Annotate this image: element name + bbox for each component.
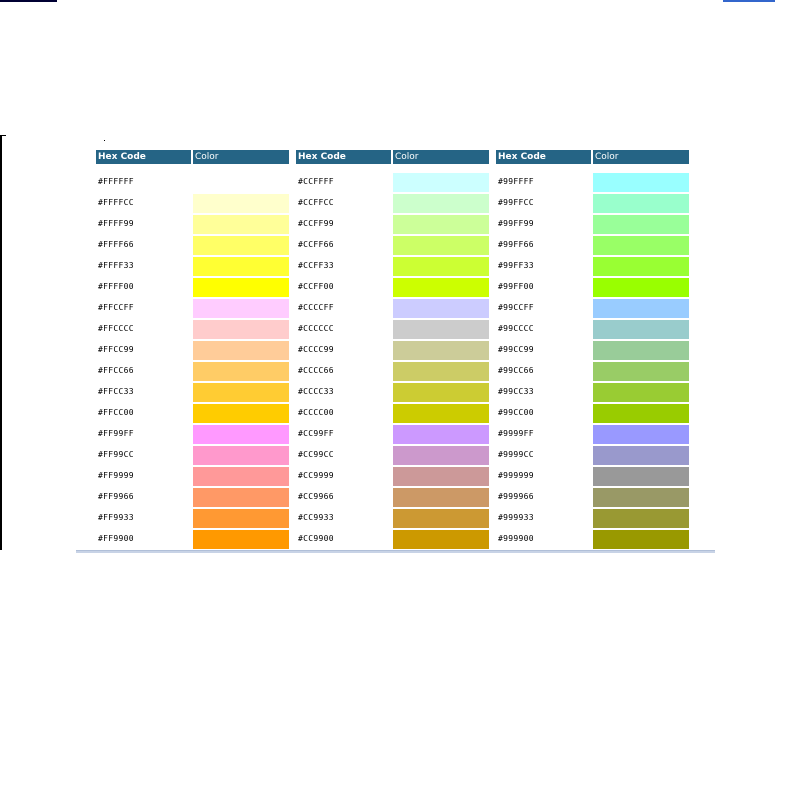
color-swatch <box>393 194 489 213</box>
hex-code-value: #CC99FF <box>298 429 334 438</box>
hex-code-value: #CCCCFF <box>298 303 334 312</box>
color-swatch <box>193 446 289 465</box>
color-swatch <box>593 530 689 549</box>
color-header: Color <box>193 150 289 164</box>
table-row <box>96 298 291 319</box>
hex-code-value: #99CCFF <box>498 303 534 312</box>
table-row <box>496 487 691 508</box>
hex-code-value: #99FFCC <box>498 198 534 207</box>
hex-code-value: #FF9933 <box>98 513 134 522</box>
hex-code-value: #99FF00 <box>498 282 534 291</box>
hex-code-value: #FFFFFF <box>98 177 134 186</box>
hex-code-value: #FF9900 <box>98 534 134 543</box>
hex-code-value: #FFFF33 <box>98 261 134 270</box>
hex-code-value: #99FFFF <box>498 177 534 186</box>
color-swatch <box>593 362 689 381</box>
color-swatch <box>193 509 289 528</box>
table-row <box>296 382 491 403</box>
color-swatch <box>393 467 489 486</box>
table-row <box>96 340 291 361</box>
hex-code-value: #CCFF99 <box>298 219 334 228</box>
color-swatch <box>593 383 689 402</box>
table-bottom-rule <box>76 550 715 553</box>
hex-code-value: #CC9966 <box>298 492 334 501</box>
color-swatch <box>193 320 289 339</box>
table-row <box>496 445 691 466</box>
color-swatch <box>193 236 289 255</box>
hex-code-value: #99CC99 <box>498 345 534 354</box>
hex-code-value: #CC9900 <box>298 534 334 543</box>
hex-code-value: #CC9933 <box>298 513 334 522</box>
hex-code-value: #99FF33 <box>498 261 534 270</box>
color-swatch <box>593 173 689 192</box>
color-swatch <box>393 425 489 444</box>
table-row <box>96 319 291 340</box>
table-row <box>296 466 491 487</box>
hex-code-value: #99CC00 <box>498 408 534 417</box>
table-row <box>96 193 291 214</box>
table-row <box>296 340 491 361</box>
table-row <box>96 424 291 445</box>
table-row <box>96 403 291 424</box>
table-row <box>496 361 691 382</box>
table-row <box>296 487 491 508</box>
hex-code-value: #99FF66 <box>498 240 534 249</box>
table-row <box>96 508 291 529</box>
hex-code-value: #FFCC00 <box>98 408 134 417</box>
table-row <box>496 214 691 235</box>
color-swatch <box>593 467 689 486</box>
table-row <box>296 403 491 424</box>
table-row <box>96 235 291 256</box>
color-swatch <box>393 530 489 549</box>
table-row <box>96 529 291 550</box>
hex-code-value: #FFFFCC <box>98 198 134 207</box>
table-row <box>296 319 491 340</box>
color-swatch <box>393 299 489 318</box>
color-swatch <box>393 341 489 360</box>
table-row <box>496 298 691 319</box>
color-swatch <box>193 215 289 234</box>
hex-code-value: #99CC33 <box>498 387 534 396</box>
hex-code-value: #CCFF66 <box>298 240 334 249</box>
hex-code-value: #999999 <box>498 471 534 480</box>
hex-code-value: #CCCC66 <box>298 366 334 375</box>
table-row <box>296 193 491 214</box>
color-swatch <box>393 173 489 192</box>
table-row <box>496 508 691 529</box>
color-swatch <box>193 425 289 444</box>
table-row <box>496 172 691 193</box>
table-row <box>496 466 691 487</box>
color-swatch <box>393 215 489 234</box>
color-swatch <box>593 278 689 297</box>
hex-code-value: #CCCC33 <box>298 387 334 396</box>
table-row <box>296 424 491 445</box>
table-row <box>96 466 291 487</box>
table-row <box>96 487 291 508</box>
table-row <box>496 340 691 361</box>
hex-code-value: #CC9999 <box>298 471 334 480</box>
hex-code-value: #9999CC <box>498 450 534 459</box>
color-swatch <box>593 446 689 465</box>
table-row <box>296 235 491 256</box>
color-swatch <box>193 362 289 381</box>
hex-code-value: #99CC66 <box>498 366 534 375</box>
hex-code-value: #FF9999 <box>98 471 134 480</box>
color-swatch <box>593 299 689 318</box>
hex-code-value: #FF99FF <box>98 429 134 438</box>
color-swatch <box>193 488 289 507</box>
color-swatch <box>193 194 289 213</box>
table-row <box>496 193 691 214</box>
color-swatch <box>593 404 689 423</box>
table-row <box>96 277 291 298</box>
color-swatch <box>393 278 489 297</box>
top-rule <box>0 0 57 2</box>
color-swatch <box>193 173 289 192</box>
hex-code-value: #CCCC99 <box>298 345 334 354</box>
hex-code-value: #FFCCCC <box>98 324 134 333</box>
hex-code-value: #FFCCFF <box>98 303 134 312</box>
table-row <box>496 319 691 340</box>
hex-code-value: #CC99CC <box>298 450 334 459</box>
color-swatch <box>593 215 689 234</box>
table-row <box>296 298 491 319</box>
table-row <box>96 361 291 382</box>
hex-code-value: #999900 <box>498 534 534 543</box>
hex-code-header: Hex Code <box>296 150 391 164</box>
hex-code-header: Hex Code <box>96 150 191 164</box>
color-swatch <box>593 341 689 360</box>
hex-code-value: #999966 <box>498 492 534 501</box>
color-swatch <box>193 341 289 360</box>
content-left-border <box>0 135 2 550</box>
hex-code-value: #99CCCC <box>498 324 534 333</box>
hex-code-value: #9999FF <box>498 429 534 438</box>
table-row <box>296 445 491 466</box>
table-row <box>296 277 491 298</box>
color-swatch <box>193 404 289 423</box>
table-row <box>496 277 691 298</box>
table-row <box>296 361 491 382</box>
table-row <box>496 424 691 445</box>
color-swatch <box>593 320 689 339</box>
color-header: Color <box>393 150 489 164</box>
hex-code-value: #CCFFFF <box>298 177 334 186</box>
hex-code-value: #FFFF66 <box>98 240 134 249</box>
hex-code-value: #FFFF00 <box>98 282 134 291</box>
color-header: Color <box>593 150 689 164</box>
hex-code-value: #CCFF33 <box>298 261 334 270</box>
color-swatch <box>193 530 289 549</box>
hex-code-value: #FF9966 <box>98 492 134 501</box>
color-swatch <box>193 467 289 486</box>
hex-code-value: #FFCC99 <box>98 345 134 354</box>
color-swatch <box>393 488 489 507</box>
color-swatch <box>193 299 289 318</box>
hex-code-value: #FFCC33 <box>98 387 134 396</box>
decorative-dot <box>104 140 105 141</box>
hex-code-value: #FFCC66 <box>98 366 134 375</box>
color-swatch <box>393 320 489 339</box>
top-link-bar[interactable] <box>723 0 775 2</box>
hex-code-value: #CCCC00 <box>298 408 334 417</box>
color-swatch <box>593 509 689 528</box>
table-row <box>296 172 491 193</box>
color-swatch <box>393 383 489 402</box>
color-swatch <box>193 383 289 402</box>
color-swatch <box>593 488 689 507</box>
hex-code-value: #CCFFCC <box>298 198 334 207</box>
color-swatch <box>593 236 689 255</box>
color-swatch <box>593 194 689 213</box>
color-swatch <box>393 404 489 423</box>
table-row <box>296 214 491 235</box>
hex-code-header: Hex Code <box>496 150 591 164</box>
table-row <box>96 214 291 235</box>
table-row <box>296 529 491 550</box>
hex-code-value: #CCCCCC <box>298 324 334 333</box>
hex-code-value: #CCFF00 <box>298 282 334 291</box>
color-swatch <box>393 509 489 528</box>
color-swatch <box>393 362 489 381</box>
hex-code-value: #999933 <box>498 513 534 522</box>
table-row <box>296 508 491 529</box>
hex-code-value: #FFFF99 <box>98 219 134 228</box>
color-swatch <box>193 257 289 276</box>
hex-code-value: #FF99CC <box>98 450 134 459</box>
table-row <box>96 445 291 466</box>
color-swatch <box>393 446 489 465</box>
table-row <box>296 256 491 277</box>
table-row <box>96 382 291 403</box>
table-row <box>496 382 691 403</box>
color-swatch <box>193 278 289 297</box>
table-row <box>96 256 291 277</box>
table-row <box>496 235 691 256</box>
color-swatch <box>593 257 689 276</box>
table-row <box>496 256 691 277</box>
hex-code-value: #99FF99 <box>498 219 534 228</box>
color-swatch <box>593 425 689 444</box>
color-swatch <box>393 257 489 276</box>
table-row <box>96 172 291 193</box>
table-row <box>496 529 691 550</box>
color-swatch <box>393 236 489 255</box>
table-row <box>496 403 691 424</box>
